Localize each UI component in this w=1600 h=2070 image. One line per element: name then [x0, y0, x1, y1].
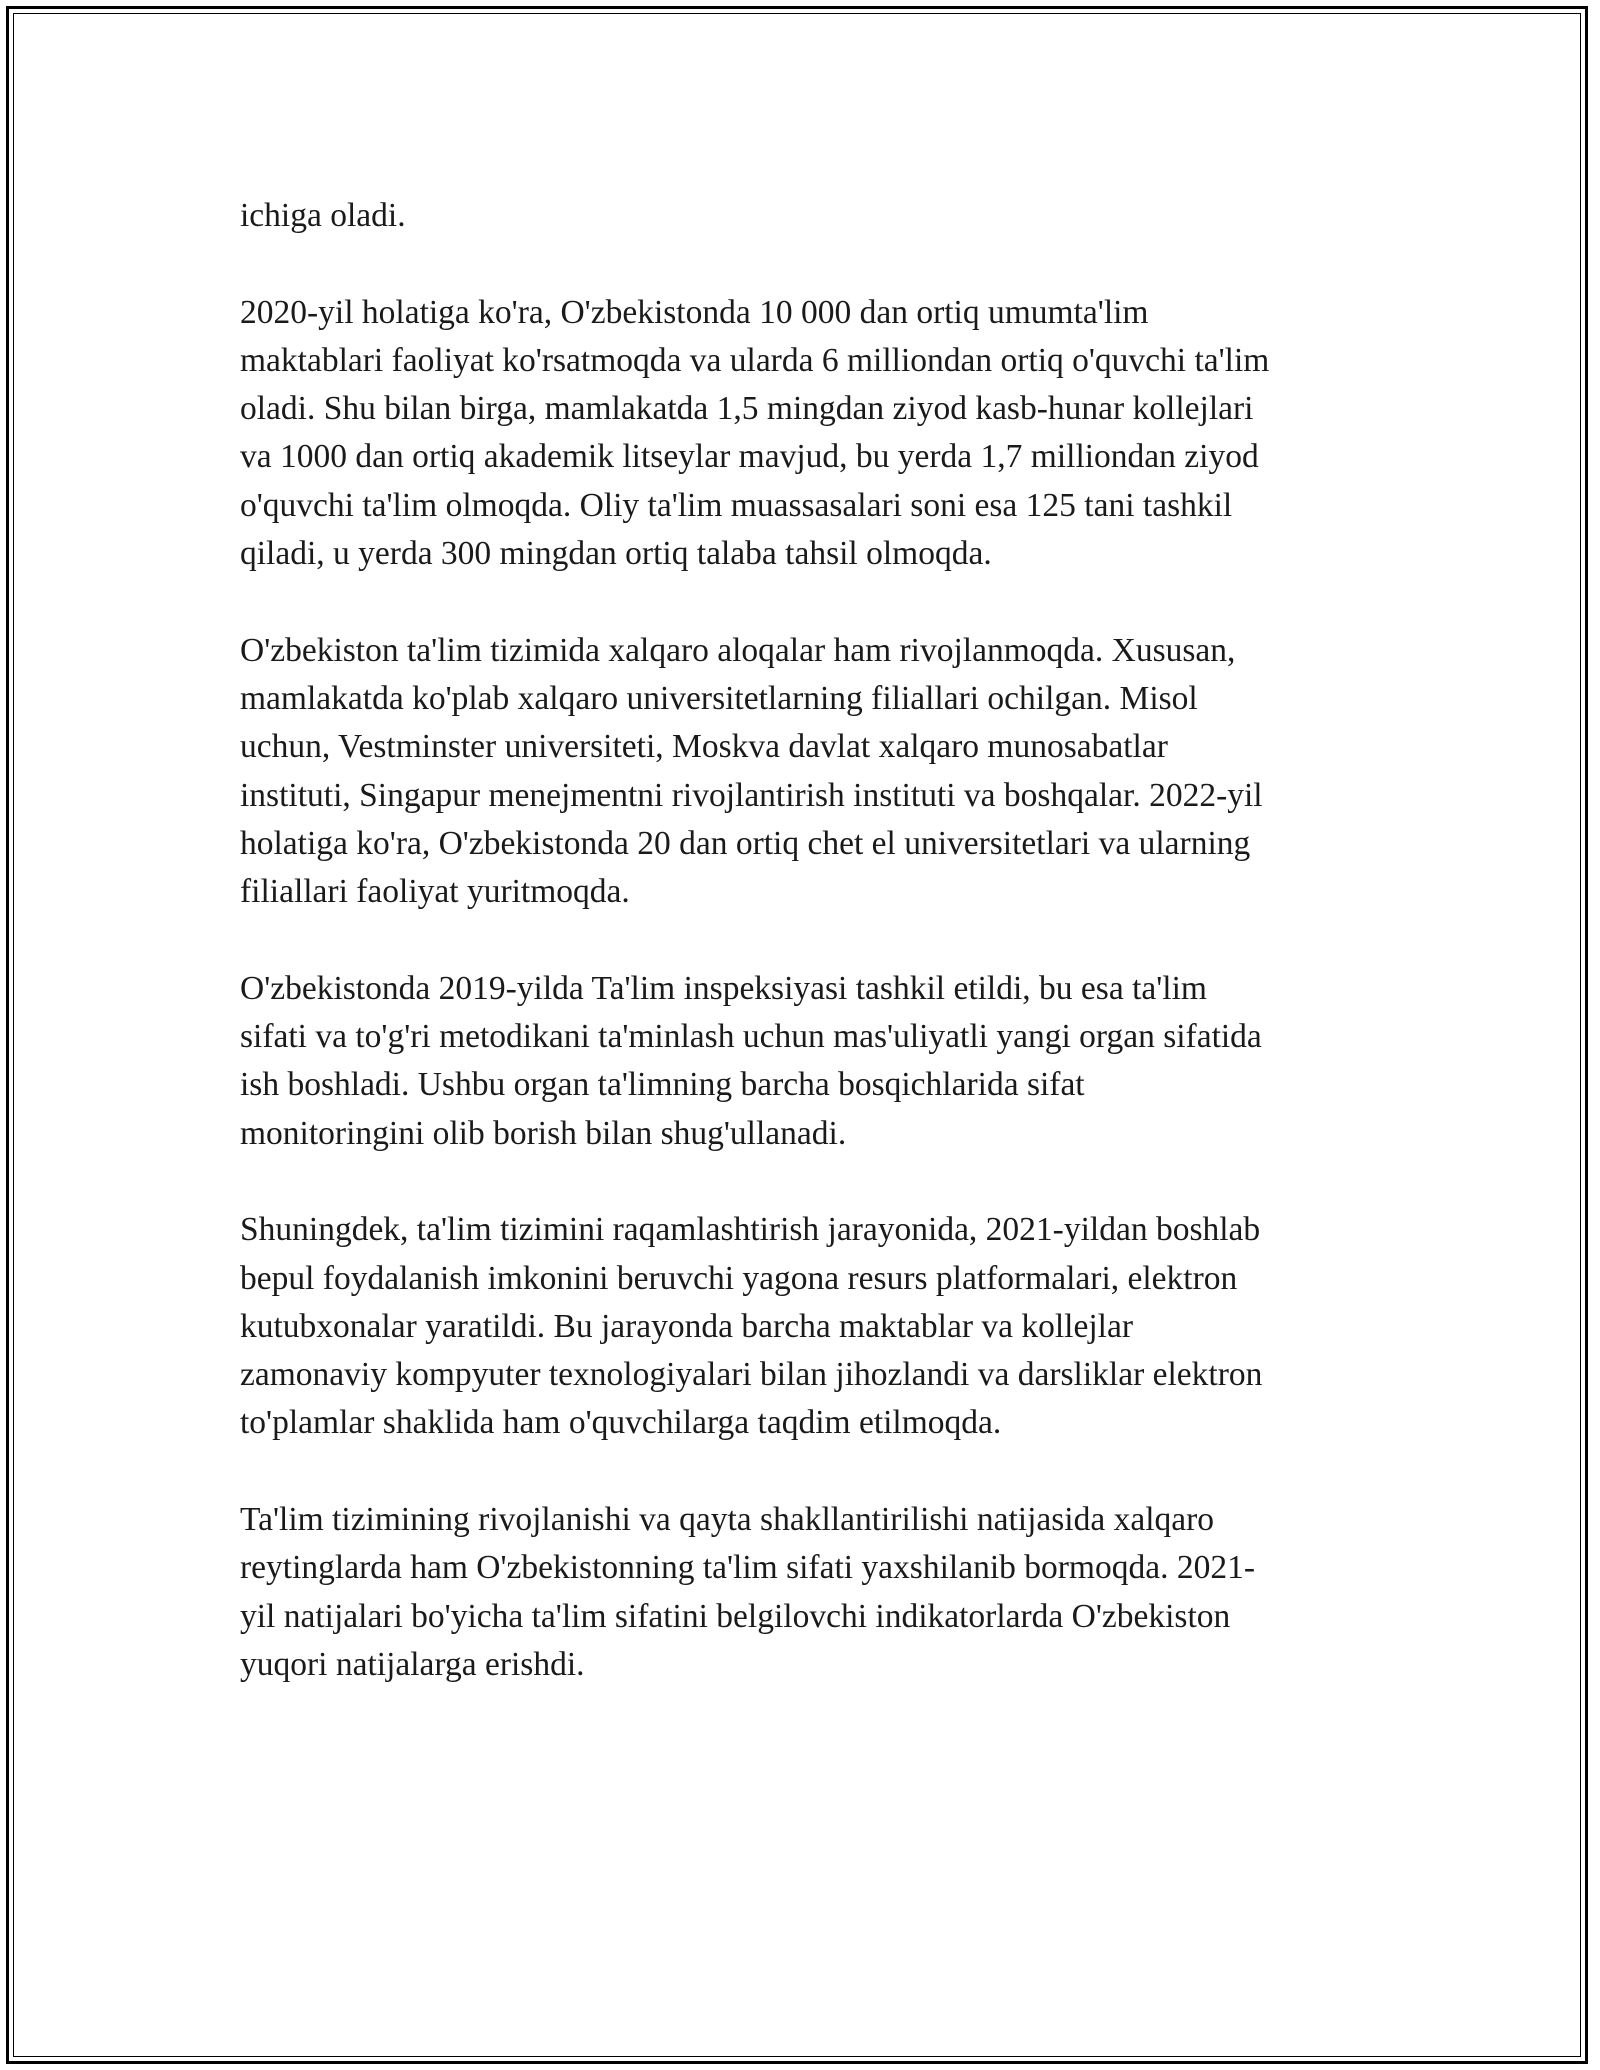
paragraph-education-inspection [240, 965, 1390, 1158]
text-line: O'zbekistonda 2019-yilda Ta'lim inspeksiyasi tashkil etildi, bu esa ta'lim [240, 969, 1207, 1007]
text-line: reytinglarda ham O'zbekistonning ta'lim sifati yaxshilanib bormoqda. 2021- [240, 1549, 1255, 1587]
text-line: uchun, Vestminster universiteti, Moskva davlat xalqaro munosabatlar [240, 728, 1168, 766]
text-line: filiallari faoliyat yuritmoqda. [240, 873, 630, 911]
text-line: ichiga oladi. [240, 197, 406, 234]
text-line: yuqori natijalarga erishdi. [240, 1645, 585, 1683]
text-line: to'plamlar shaklida ham o'quvchilarga taqdim etilmoqda. [240, 1404, 1002, 1442]
paragraph-continuation [240, 192, 1390, 240]
text-line: 2020-yil holatiga ko'ra, O'zbekistonda 10 000 dan ortiq umumta'lim [240, 293, 1149, 331]
text-line: sifati va to'g'ri metodikani ta'minlash uchun mas'uliyatli yangi organ sifatida [240, 1018, 1262, 1056]
text-line: kutubxonalar yaratildi. Bu jarayonda barcha maktablar va kollejlar [240, 1307, 1133, 1345]
text-line: maktablari faoliyat ko'rsatmoqda va ularda 6 milliondan ortiq o'quvchi ta'lim [240, 341, 1270, 379]
paragraph-international-relations [240, 627, 1390, 917]
text-line: monitoringini olib borish bilan shug'ullanadi. [240, 1114, 847, 1152]
text-line: instituti, Singapur menejmentni rivojlantirish instituti va boshqalar. 2022-yil [240, 776, 1263, 814]
text-line: yil natijalari bo'yicha ta'lim sifatini belgilovchi indikatorlarda O'zbekiston [240, 1597, 1231, 1635]
paragraph-school-statistics [240, 289, 1390, 579]
text-line: ish boshladi. Ushbu organ ta'limning barcha bosqichlarida sifat [240, 1066, 1085, 1104]
text-line: holatiga ko'ra, O'zbekistonda 20 dan ortiq chet el universitetlari va ularning [240, 824, 1251, 862]
paragraph-international-ratings [240, 1496, 1390, 1689]
text-line: o'quvchi ta'lim olmoqda. Oliy ta'lim muassasalari soni esa 125 tani tashkil [240, 486, 1233, 524]
text-line: O'zbekiston ta'lim tizimida xalqaro aloqalar ham rivojlanmoqda. Xususan, [240, 631, 1236, 669]
text-line: qiladi, u yerda 300 mingdan ortiq talaba tahsil olmoqda. [240, 535, 992, 573]
page-border-frame [6, 6, 1588, 2064]
paragraph-digitalization [240, 1206, 1390, 1447]
text-line: Ta'lim tizimining rivojlanishi va qayta shakllantirilishi natijasida xalqaro [240, 1501, 1215, 1539]
text-line: va 1000 dan ortiq akademik litseylar mavjud, bu yerda 1,7 milliondan ziyod [240, 438, 1259, 476]
text-line: bepul foydalanish imkonini beruvchi yagona resurs platformalari, elektron [240, 1259, 1238, 1297]
text-line: zamonaviy kompyuter texnologiyalari bilan jihozlandi va darsliklar elektron [240, 1356, 1263, 1394]
document-body [240, 192, 1390, 1738]
text-line: Shuningdek, ta'lim tizimini raqamlashtirish jarayonida, 2021-yildan boshlab [240, 1211, 1261, 1249]
text-line: oladi. Shu bilan birga, mamlakatda 1,5 mingdan ziyod kasb-hunar kollejlari [240, 390, 1254, 428]
text-line: mamlakatda ko'plab xalqaro universitetlarning filiallari ochilgan. Misol [240, 679, 1198, 717]
